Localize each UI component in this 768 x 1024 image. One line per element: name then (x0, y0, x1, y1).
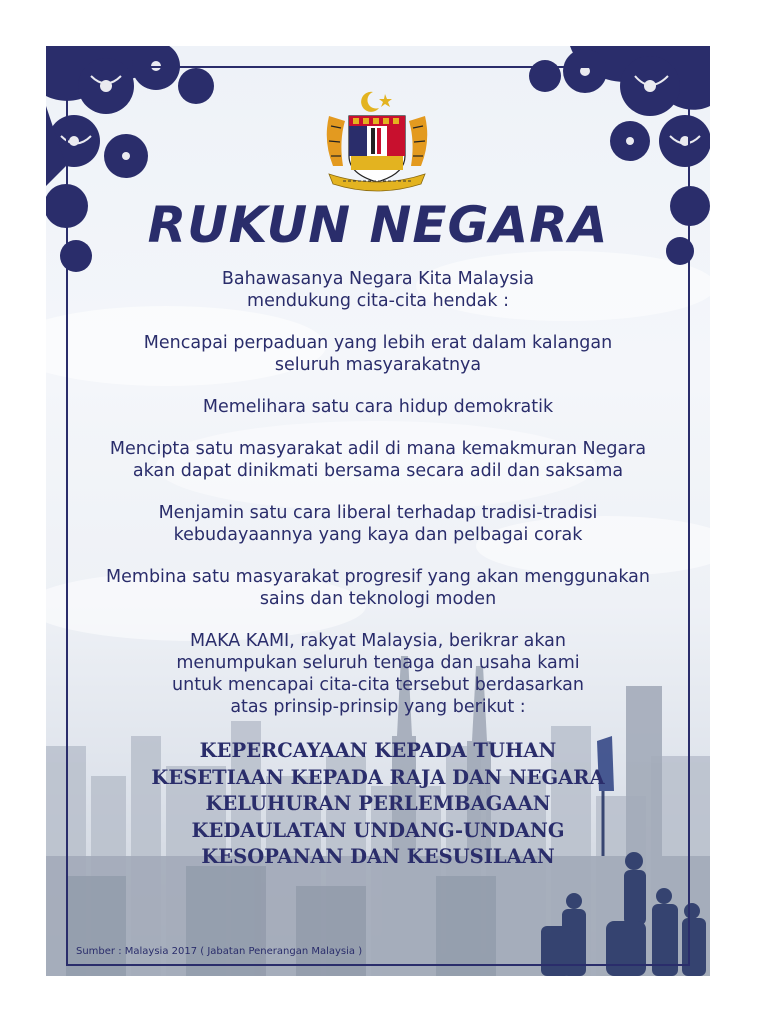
principle-item: KESETIAAN KEPADA RAJA DAN NEGARA (151, 765, 605, 789)
poster (46, 46, 710, 976)
aspiration-line: seluruh masyarakatnya (274, 355, 482, 375)
aspiration-3 (86, 438, 670, 482)
principle-item: KELUHURAN PERLEMBAGAAN (205, 792, 551, 815)
source-note: Sumber : Malaysia 2017 ( Jabatan Penerangan Malaysia ) (76, 946, 363, 957)
principle-item: KEDAULATAN UNDANG-UNDANG (191, 818, 565, 842)
aspiration-2 (86, 396, 670, 418)
aspiration-line: Mencipta satu masyarakat adil di mana kemakmuran Negara (109, 439, 647, 459)
aspiration-line: Memelihara satu cara hidup demokratik (202, 397, 554, 417)
preamble (86, 268, 670, 312)
aspiration-4 (86, 502, 670, 546)
principle-item: KESOPANAN DAN KESUSILAAN (201, 845, 555, 868)
pledge-line: atas prinsip-prinsip yang berikut : (230, 697, 526, 717)
principle-item: KEPERCAYAAN KEPADA TUHAN (199, 739, 557, 762)
principles-list (86, 738, 670, 871)
pledge-line: untuk mencapai cita-cita tersebut berdasarkan (172, 675, 584, 695)
pledge (86, 630, 670, 718)
aspiration-line: Membina satu masyarakat progresif yang akan menggunakan (106, 567, 650, 587)
preamble-line: Bahawasanya Negara Kita Malaysia (221, 269, 535, 289)
preamble-line: mendukung cita-cita hendak : (247, 291, 509, 311)
aspiration-1 (86, 332, 670, 376)
aspiration-line: akan dapat dinikmati bersama secara adil dan saksama (132, 461, 624, 481)
aspiration-line: sains dan teknologi moden (259, 589, 497, 609)
page-title: RUKUN NEGARA (147, 196, 609, 254)
pledge-line: MAKA KAMI, rakyat Malaysia, berikrar akan (190, 631, 566, 651)
malaysia-coat-of-arms-icon (321, 86, 433, 204)
aspiration-5 (86, 566, 670, 610)
pledge-line: menumpukan seluruh tenaga dan usaha kami (176, 653, 580, 673)
aspiration-line: kebudayaannya yang kaya dan pelbagai corak (173, 525, 583, 545)
aspiration-line: Menjamin satu cara liberal terhadap tradisi-tradisi (158, 503, 598, 523)
aspiration-line: Mencapai perpaduan yang lebih erat dalam kalangan (143, 333, 613, 353)
